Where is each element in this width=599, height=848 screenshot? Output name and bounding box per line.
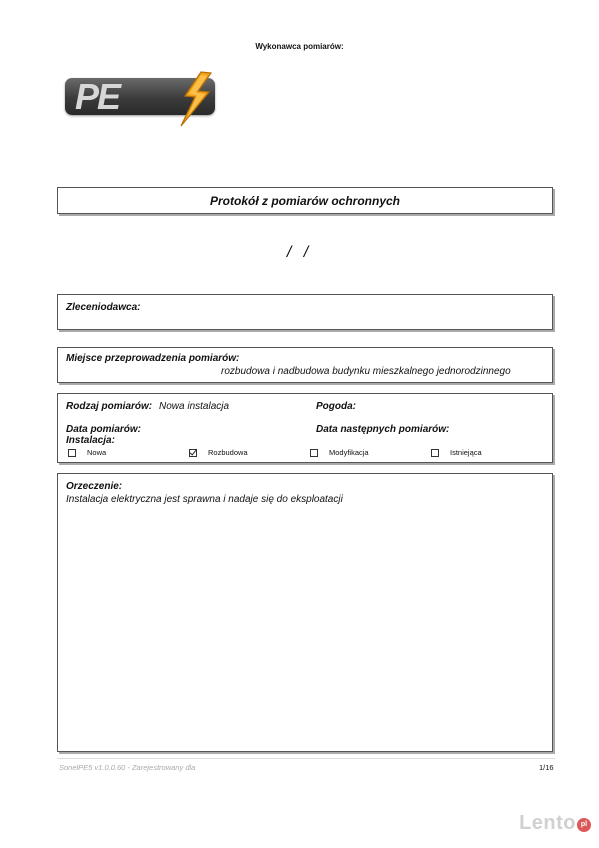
installation-option-new[interactable] — [68, 448, 106, 457]
option-label: Modyfikacja — [329, 448, 369, 457]
page-number: 1/16 — [539, 763, 554, 772]
measurement-section — [57, 393, 553, 463]
watermark-badge: pl — [577, 818, 591, 832]
checkbox[interactable] — [310, 449, 318, 457]
option-label: Istniejąca — [450, 448, 482, 457]
checkbox[interactable] — [68, 449, 76, 457]
checkbox-checked[interactable] — [189, 449, 197, 457]
installation-option-modification[interactable] — [310, 448, 369, 457]
client-section — [57, 294, 553, 330]
installation-option-extension[interactable] — [189, 448, 248, 457]
place-section — [57, 347, 553, 383]
client-label: Zleceniodawca: — [66, 302, 141, 313]
verdict-label: Orzeczenie: — [66, 481, 123, 492]
date-placeholder: / / — [286, 244, 313, 261]
measurement-type-value: Nowa instalacja — [159, 401, 230, 412]
next-measurement-date-label: Data następnych pomiarów: — [316, 424, 450, 435]
page-title: Protokół z pomiarów ochronnych — [209, 194, 400, 208]
installation-label: Instalacja: — [66, 435, 115, 446]
footer-software: SonelPE5 v1.0.0.60 - Zarejestrowany dla — [59, 763, 196, 772]
weather-label: Pogoda: — [316, 401, 356, 412]
measurement-date-label: Data pomiarów: — [66, 424, 142, 435]
checkbox[interactable] — [431, 449, 439, 457]
watermark-text: Lento — [519, 812, 576, 834]
installation-option-existing[interactable] — [431, 448, 482, 457]
logo-text: PE — [75, 76, 120, 117]
title-frame — [57, 187, 553, 214]
lightning-bolt-icon — [171, 70, 219, 128]
place-value: rozbudowa i nadbudowa budynku mieszkalnego jednorodzinnego — [221, 366, 511, 377]
verdict-text: Instalacja elektryczna jest sprawna i nadaje się do eksploatacji — [66, 494, 343, 505]
contractor-label: Wykonawca pomiarów: — [255, 42, 344, 51]
option-label: Rozbudowa — [208, 448, 248, 457]
measurement-type-label: Rodzaj pomiarów: — [66, 401, 153, 412]
watermark — [519, 812, 591, 835]
place-label: Miejsce przeprowadzenia pomiarów: — [66, 353, 240, 364]
option-label: Nowa — [87, 448, 107, 457]
footer-divider — [57, 758, 555, 759]
pe-logo — [65, 70, 217, 126]
verdict-section — [57, 473, 553, 752]
